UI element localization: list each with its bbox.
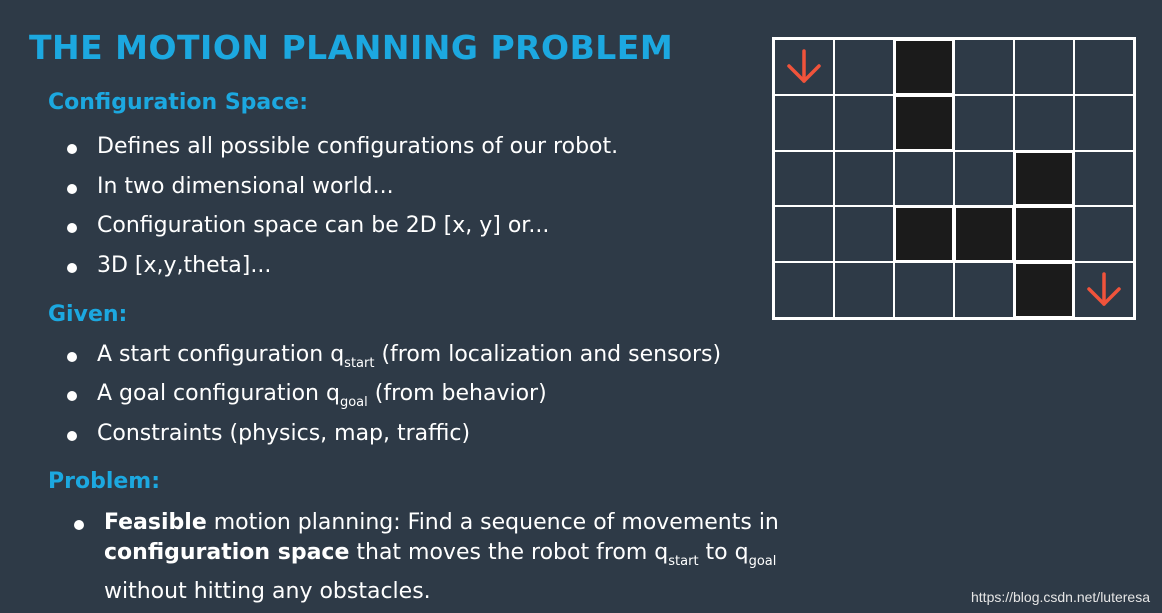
problem-heading: Problem: — [48, 469, 161, 494]
grid-cell — [894, 151, 954, 207]
subscript: start — [344, 356, 375, 371]
grid-cell — [834, 262, 894, 318]
grid-cell — [954, 262, 1014, 318]
grid-cell — [774, 262, 834, 318]
obstacle-cell — [1014, 262, 1074, 318]
grid-cell — [954, 151, 1014, 207]
bullet-icon — [67, 352, 77, 362]
grid-cell — [774, 206, 834, 262]
bullet-icon — [67, 431, 77, 441]
grid-cell — [954, 39, 1014, 95]
grid-cell — [1074, 95, 1134, 151]
obstacle-cell — [894, 95, 954, 151]
grid-cell — [1014, 39, 1074, 95]
grid-cell — [1074, 262, 1134, 318]
watermark: https://blog.csdn.net/luteresa — [971, 589, 1150, 605]
obstacle-cell — [1014, 151, 1074, 207]
grid-cell — [954, 95, 1014, 151]
bullet-icon — [67, 391, 77, 401]
bullet-icon — [67, 223, 77, 233]
obstacle-cell — [894, 206, 954, 262]
config-space-heading: Configuration Space: — [48, 90, 309, 115]
grid-cell — [774, 95, 834, 151]
obstacle-cell — [894, 39, 954, 95]
grid-cell — [894, 262, 954, 318]
grid-cell — [1074, 206, 1134, 262]
grid-cell — [1074, 39, 1134, 95]
obstacle-cell — [954, 206, 1014, 262]
grid-cell — [834, 95, 894, 151]
bullet-text: In two dimensional world... — [97, 174, 394, 199]
bullet-text: A start configuration $q_{start}$ (from localization and sensors) — [97, 342, 722, 371]
bullet-text: Constraints (physics, map, traffic) — [97, 421, 471, 446]
grid-cell — [1014, 95, 1074, 151]
grid-cell — [774, 151, 834, 207]
given-heading: Given: — [48, 302, 128, 327]
bullet-text: Defines all possible configurations of our robot. — [97, 134, 619, 159]
bullet-text: Configuration space can be 2D [x, y] or... — [97, 213, 550, 238]
bullet-icon — [67, 263, 77, 273]
grid-cell — [834, 39, 894, 95]
bullet-icon — [74, 520, 84, 530]
bullet-text: A goal configuration $q_{goal}$ (from behavior) — [97, 381, 547, 410]
subscript: goal — [339, 395, 368, 410]
grid-cell — [834, 151, 894, 207]
grid-cell — [774, 39, 834, 95]
grid-cell — [1074, 151, 1134, 207]
grid-cell — [834, 206, 894, 262]
bullet-icon — [67, 184, 77, 194]
obstacle-cell — [1014, 206, 1074, 262]
problem-text: Feasible motion planning: Find a sequence of movements in configuration space that moves the robot from $q_{start}$ to $q_{goal}$ without hitting any obstacles. — [104, 510, 779, 604]
bullet-text: 3D [x,y,theta]... — [97, 253, 272, 278]
occupancy-grid — [772, 37, 1136, 320]
bullet-icon — [67, 144, 77, 154]
page-title: THE MOTION PLANNING PROBLEM — [29, 28, 674, 67]
